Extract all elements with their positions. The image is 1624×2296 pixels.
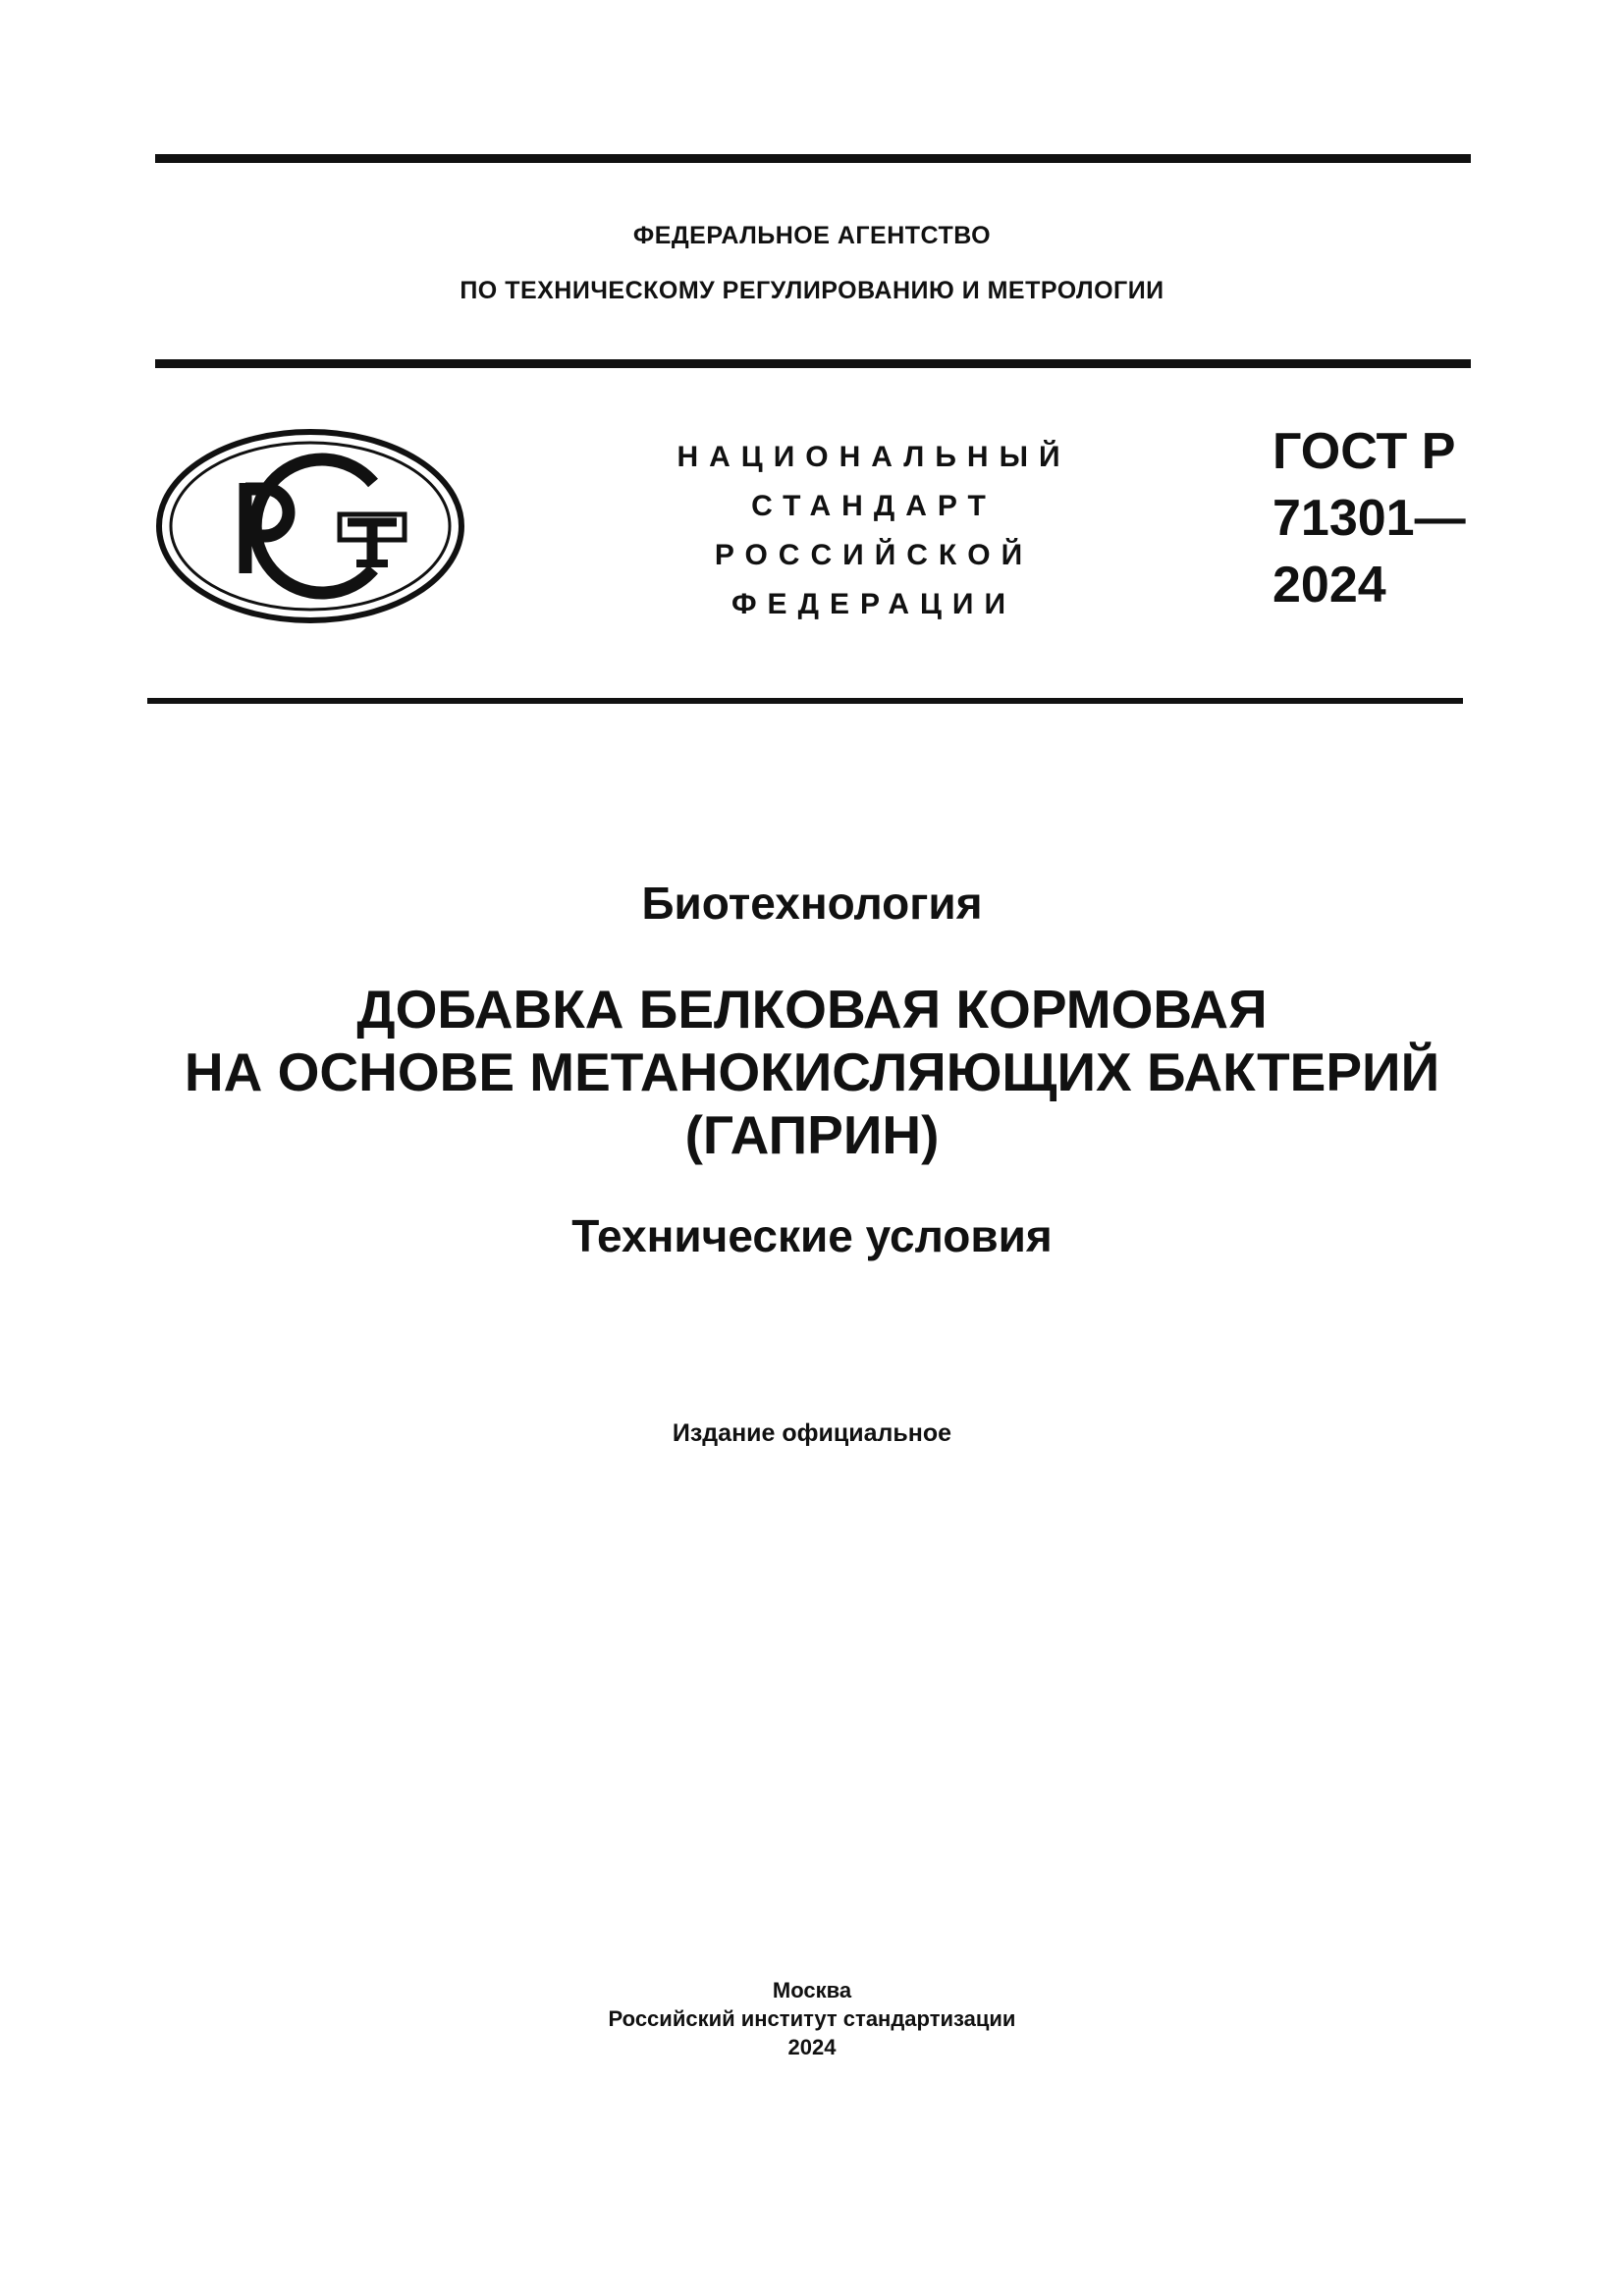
title-line2: НА ОСНОВЕ МЕТАНОКИСЛЯЮЩИХ БАКТЕРИЙ [184, 1041, 1440, 1102]
agency-name-line2: ПО ТЕХНИЧЕСКОМУ РЕГУЛИРОВАНИЮ И МЕТРОЛОГИИ [460, 277, 1164, 304]
document-title [0, 978, 1624, 1166]
designation-line2: 71301— [1272, 490, 1466, 547]
agency-name-line1: ФЕДЕРАЛЬНОЕ АГЕНТСТВО [632, 222, 992, 249]
publisher-year: 2024 [787, 2035, 837, 2059]
standard-designation [1272, 418, 1597, 618]
top-rule [155, 154, 1471, 163]
title-block-rule [147, 698, 1463, 704]
standard-type-line3: РОССИЙСКОЙ [714, 539, 1034, 571]
title-line1: ДОБАВКА БЕЛКОВАЯ КОРМОВАЯ [356, 979, 1268, 1040]
rst-certification-mark-icon [155, 428, 465, 624]
standard-type-line4: ФЕДЕРАЦИИ [731, 588, 1017, 620]
publisher-name: Российский институт стандартизации [608, 2006, 1016, 2031]
designation-line1: ГОСТ Р [1272, 423, 1456, 480]
standard-type-block [589, 433, 1159, 629]
subject-heading: Биотехнология [641, 878, 983, 929]
publisher-block [0, 1976, 1624, 2061]
header-rule [155, 359, 1471, 368]
standard-type-line2: СТАНДАРТ [751, 490, 997, 522]
standard-type-line1: НАЦИОНАЛЬНЫЙ [677, 441, 1071, 473]
publisher-city: Москва [772, 1978, 852, 2002]
title-line3: (ГАПРИН) [684, 1104, 940, 1165]
edition-note: Издание официальное [672, 1419, 952, 1447]
document-subtitle: Технические условия [571, 1210, 1053, 1261]
designation-line3: 2024 [1272, 557, 1386, 614]
